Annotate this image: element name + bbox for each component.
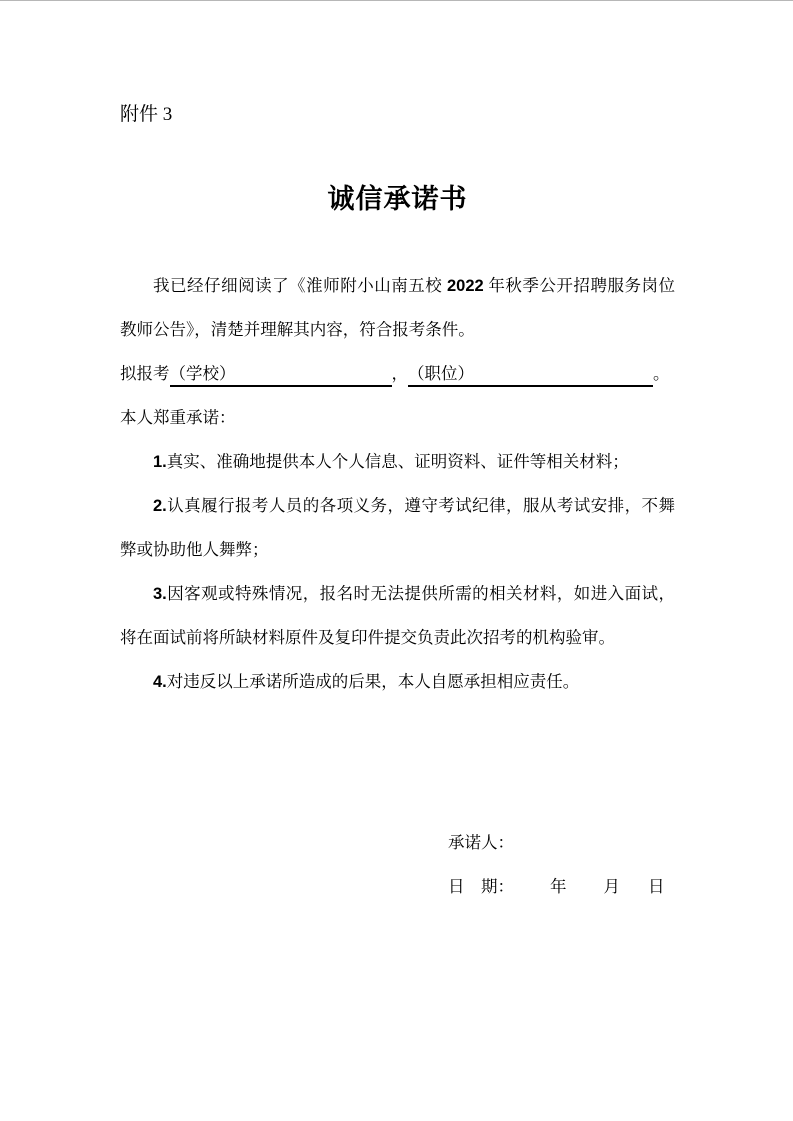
application-line: [120, 352, 675, 396]
position-label: （职位）: [408, 364, 474, 383]
item-2-number: 2.: [153, 497, 167, 515]
promise-item-1: [120, 440, 675, 484]
promise-item-2: [120, 484, 675, 572]
intro-text-after: 年秋季公开招聘服务岗位教师公告》，清楚并理解其内容，符合报考条件。: [120, 276, 676, 339]
promiser-label: 承诺人：: [448, 833, 514, 852]
date-label: 日 期：: [448, 877, 514, 896]
intro-year: 2022: [446, 277, 484, 295]
apply-prefix: 拟报考: [120, 364, 170, 383]
item-4-text: 对违反以上承诺所造成的后果，本人自愿承担相应责任。: [166, 672, 580, 691]
attachment-label: 附件 3: [120, 104, 173, 125]
apply-comma: ，: [391, 364, 408, 383]
item-4-number: 4.: [153, 673, 167, 691]
promiser-line: [448, 821, 675, 865]
document-content: [0, 101, 793, 909]
date-year-label: 年: [550, 877, 567, 896]
school-label: （学校）: [169, 364, 236, 383]
signature-block: [448, 821, 675, 909]
item-2-text: 认真履行报考人员的各项义务，遵守考试纪律，服从考试安排，不舞弊或协助他人舞弊；: [120, 496, 675, 559]
date-line: [448, 865, 675, 909]
item-1-number: 1.: [153, 453, 167, 471]
school-blank-field[interactable]: [170, 363, 392, 387]
apply-period: 。: [653, 364, 670, 383]
intro-text-before: 我已经仔细阅读了《淮师附小山南五校: [153, 276, 447, 295]
position-blank-field[interactable]: [408, 363, 653, 387]
item-3-text: 因客观或特殊情况，报名时无法提供所需的相关材料，如进入面试，将在面试前将所缺材料原件及复印件提交负责此次招考的机构验审。: [120, 584, 675, 647]
promise-item-3: [120, 572, 675, 660]
document-title: 诚信承诺书: [327, 184, 468, 214]
promise-item-4: [120, 660, 675, 704]
document-body: [120, 264, 675, 704]
date-day-label: 日: [648, 877, 665, 896]
item-3-number: 3.: [153, 585, 167, 603]
item-1-text: 真实、准确地提供本人个人信息、证明资料、证件等相关材料；: [166, 452, 629, 471]
date-month-label: 月: [603, 877, 620, 896]
intro-paragraph: [120, 264, 675, 352]
promise-intro: 本人郑重承诺：: [120, 408, 236, 427]
